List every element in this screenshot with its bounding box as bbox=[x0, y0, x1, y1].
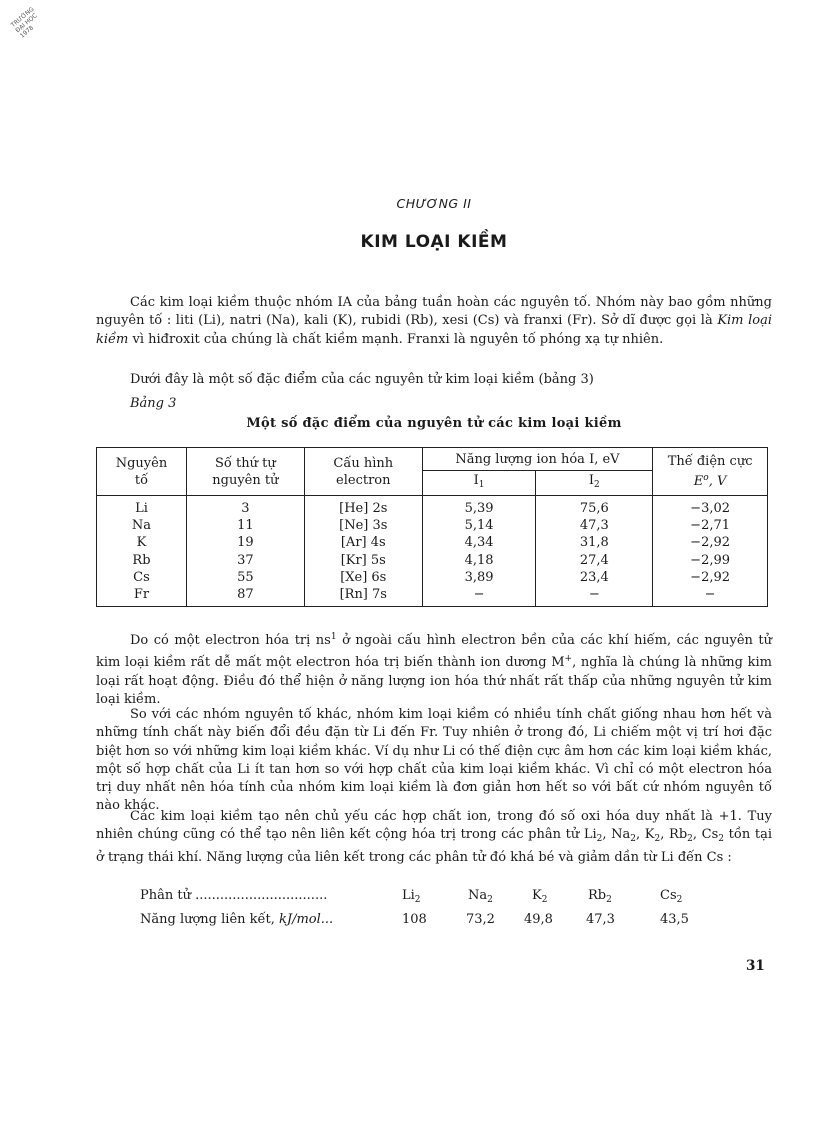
cell-z: 37 bbox=[186, 552, 304, 569]
header-ionization: Năng lượng ion hóa I, eV bbox=[422, 448, 652, 471]
cell-e: −2,92 bbox=[653, 534, 768, 551]
cell-i1: 5,14 bbox=[422, 517, 536, 534]
cell-i2: 27,4 bbox=[536, 552, 653, 569]
molecule-label: Phân tử ................................ bbox=[140, 888, 328, 903]
energy-row bbox=[140, 910, 740, 934]
energy-value: 73,2 bbox=[466, 912, 495, 927]
cell-z: 11 bbox=[186, 517, 304, 534]
header-potential-label: Thế điện cực bbox=[667, 454, 753, 469]
text: , Na bbox=[602, 827, 631, 843]
cell-element: Cs bbox=[97, 569, 187, 586]
e-unit: , V bbox=[708, 474, 727, 489]
cell-i2: 75,6 bbox=[536, 496, 653, 518]
cell-config: [Ar] 4s bbox=[304, 534, 422, 551]
cell-z: 19 bbox=[186, 534, 304, 551]
header-potential bbox=[653, 448, 768, 496]
cell-z: 3 bbox=[186, 496, 304, 518]
e-sup: o bbox=[703, 473, 709, 483]
header-configuration: Cấu hình electron bbox=[304, 448, 422, 496]
cell-e: − bbox=[653, 586, 768, 607]
molecule-cs2 bbox=[660, 888, 682, 905]
cell-config: [Ne] 3s bbox=[304, 517, 422, 534]
energy-label-text: Năng lượng liên kết, bbox=[140, 912, 280, 927]
page-number: 31 bbox=[746, 958, 765, 974]
table-row bbox=[97, 569, 768, 586]
energy-value: 108 bbox=[402, 912, 427, 927]
subscript: 2 bbox=[687, 834, 693, 845]
superscript: + bbox=[564, 654, 573, 665]
bond-energy-list bbox=[140, 886, 740, 934]
i2-symbol: I bbox=[588, 473, 595, 488]
subscript: 2 bbox=[718, 834, 725, 845]
cell-i1: − bbox=[422, 586, 536, 607]
paragraph-compounds bbox=[96, 808, 772, 867]
text: Do có một electron hóa trị ns bbox=[130, 633, 331, 648]
cell-e: −2,99 bbox=[653, 552, 768, 569]
header-i1 bbox=[422, 471, 536, 496]
cell-z: 87 bbox=[186, 586, 304, 607]
text: So với các nhóm nguyên tố khác, nhóm kim loại kiềm có nhiều tính chất giống nhau hơn hết và những tính chất này biến đổi đều đặn từ Li đến Fr. Tuy nhiên ở trong đó, Li chiếm một vị trí hơi đặc biệt hơn so với những kim loại kiềm khác. Ví dụ như Li có thế điện cực âm hơn các kim loại kiềm khác, một số hợp chất của Li ít tan hơn so với hợp chất của kim loại kiềm khác. Vì chỉ có một electron hóa trị duy nhất nên hóa tính của nhóm kim loại kiềm là đơn giản hơn hết so với bất cứ nhóm nguyên tố nào khác. bbox=[96, 707, 772, 814]
table-title: Một số đặc điểm của nguyên tử các kim loại kiềm bbox=[246, 416, 622, 431]
text: Các kim loại kiềm tạo nên chủ yếu các hợp chất ion, trong đó số oxi hóa duy nhất là +1. Tuy nhiên chúng cũng có thể tạo nên liên kết cộng hóa trị trong các phân tử Li bbox=[96, 809, 772, 843]
e-symbol: E bbox=[693, 474, 704, 489]
text: , Cs bbox=[692, 827, 719, 843]
table-row bbox=[97, 517, 768, 534]
paragraph-comparison bbox=[96, 706, 772, 816]
table-row bbox=[97, 496, 768, 518]
cell-element: Li bbox=[97, 496, 187, 518]
cell-element: Na bbox=[97, 517, 187, 534]
molecule-base: Cs bbox=[660, 888, 677, 903]
cell-i1: 4,34 bbox=[422, 534, 536, 551]
cell-i1: 3,89 bbox=[422, 569, 536, 586]
subscript: 2 bbox=[487, 895, 493, 905]
text: , K bbox=[636, 827, 655, 843]
energy-unit: kJ/mol... bbox=[279, 912, 334, 927]
superscript: 1 bbox=[330, 632, 337, 642]
text: , nghĩa là chúng là những kim loại rất hoạt động. Điều đó thể hiện ở năng lượng ion hóa thứ nhất rất thấp của những nguyên tử kim loại kiềm. bbox=[96, 655, 772, 707]
molecule-row bbox=[140, 886, 740, 910]
subscript: 2 bbox=[654, 834, 661, 845]
subscript: 2 bbox=[596, 834, 603, 845]
table-row bbox=[97, 552, 768, 569]
library-stamp: TRƯỜNG ĐẠI HỌC 1978 bbox=[9, 5, 39, 40]
chapter-label: CHƯƠNG II bbox=[396, 196, 472, 211]
header-element: Nguyên tố bbox=[97, 448, 187, 496]
cell-e: −3,02 bbox=[653, 496, 768, 518]
i1-sub: 1 bbox=[478, 480, 485, 490]
cell-i2: 47,3 bbox=[536, 517, 653, 534]
paragraph-ionization bbox=[96, 628, 772, 709]
energy-label bbox=[140, 912, 333, 927]
table-row bbox=[97, 534, 768, 551]
text: Các kim loại kiềm thuộc nhóm IA của bảng tuần hoàn các nguyên tố. Nhóm này bao gồm những nguyên tố : liti (Li), natri (Na), kali (K), rubidi (Rb), xesi (Cs) và franxi (Fr). Sở dĩ được gọi là bbox=[96, 295, 772, 329]
cell-i2: − bbox=[536, 586, 653, 607]
emphasis: Kim loại kiềm bbox=[96, 313, 772, 347]
subscript: 2 bbox=[606, 895, 612, 905]
i2-sub: 2 bbox=[594, 480, 600, 490]
energy-value: 47,3 bbox=[586, 912, 615, 927]
subscript: 2 bbox=[414, 895, 421, 905]
cell-element: Fr bbox=[97, 586, 187, 607]
cell-z: 55 bbox=[186, 569, 304, 586]
cell-config: [Rn] 7s bbox=[304, 586, 422, 607]
text: ở ngoài cấu hình electron bền của các khí hiếm, các nguyên tử kim loại kiềm rất dễ mất một electron hóa trị biến thành ion dương M bbox=[96, 633, 772, 671]
cell-config: [Xe] 6s bbox=[304, 569, 422, 586]
subscript: 2 bbox=[676, 895, 683, 905]
alkali-table bbox=[96, 447, 768, 607]
cell-e: −2,92 bbox=[653, 569, 768, 586]
molecule-li2 bbox=[402, 888, 421, 905]
cell-i2: 31,8 bbox=[536, 534, 653, 551]
text: tồn tại ở trạng thái khí. Năng lượng của liên kết trong các phân tử đó khá bé và giảm dần từ Li đến Cs : bbox=[96, 827, 772, 865]
cell-config: [He] 2s bbox=[304, 496, 422, 518]
text: Dưới đây là một số đặc điểm của các nguyên tử kim loại kiềm (bảng 3) bbox=[130, 372, 594, 387]
molecule-k2 bbox=[532, 888, 547, 905]
cell-config: [Kr] 5s bbox=[304, 552, 422, 569]
energy-value: 43,5 bbox=[660, 912, 689, 927]
cell-element: Rb bbox=[97, 552, 187, 569]
molecule-rb2 bbox=[588, 888, 612, 905]
energy-value: 49,8 bbox=[524, 912, 553, 927]
molecule-base: Li bbox=[402, 888, 415, 903]
cell-element: K bbox=[97, 534, 187, 551]
paragraph-intro bbox=[96, 294, 772, 349]
molecule-base: Rb bbox=[588, 888, 607, 903]
header-i2 bbox=[536, 471, 653, 496]
text: , Rb bbox=[660, 827, 688, 843]
table-label: Bảng 3 bbox=[130, 396, 177, 411]
cell-i1: 5,39 bbox=[422, 496, 536, 518]
molecule-base: K bbox=[532, 888, 542, 903]
cell-e: −2,71 bbox=[653, 517, 768, 534]
cell-i2: 23,4 bbox=[536, 569, 653, 586]
i1-symbol: I bbox=[473, 473, 479, 488]
chapter-title: KIM LOẠI KIỀM bbox=[360, 232, 508, 252]
paragraph-table-ref bbox=[96, 371, 772, 389]
cell-i1: 4,18 bbox=[422, 552, 536, 569]
molecule-na2 bbox=[468, 888, 493, 905]
subscript: 2 bbox=[630, 834, 637, 845]
table-row bbox=[97, 586, 768, 607]
text: vì hiđroxit của chúng là chất kiềm mạnh. Franxi là nguyên tố phóng xạ tự nhiên. bbox=[128, 331, 664, 347]
subscript: 2 bbox=[541, 895, 548, 905]
molecule-base: Na bbox=[468, 888, 488, 903]
header-atomic-number: Số thứ tự nguyên tử bbox=[186, 448, 304, 496]
